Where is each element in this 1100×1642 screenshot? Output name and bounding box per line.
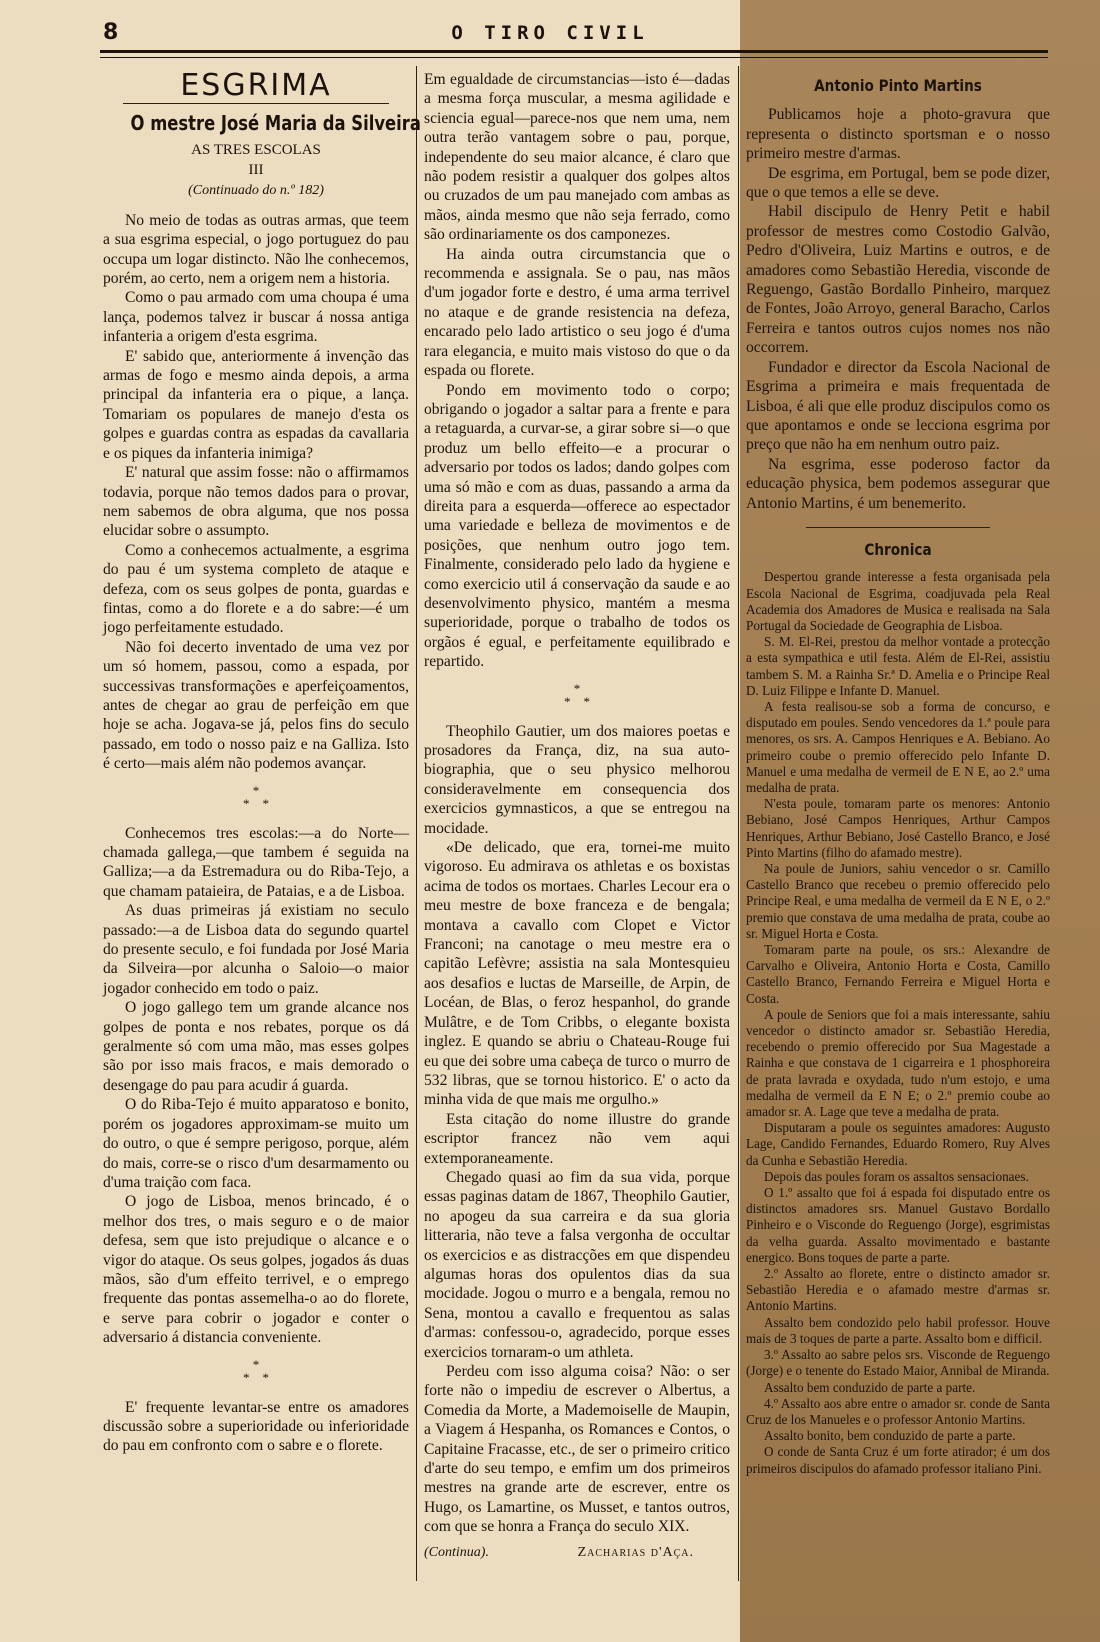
paragraph: Fundador e director da Escola Nacional de Esgrima a primeira e mais frequentada de Lisboa, é ali que elle produz discipulos como os que apontamos e onde se lecciona esgrima por preço que não ha em nenhum outro paiz.: [746, 358, 1050, 454]
column-3: [746, 70, 1050, 1477]
page-number: 8: [103, 20, 120, 45]
paragraph: Assalto bonito, bem conduzido de parte a parte.: [764, 1428, 1016, 1444]
column-1: [103, 68, 421, 1456]
paragraph: Theophilo Gautier, um dos maiores poetas e prosadores da França, diz, na sua auto-biographia, que o seu physico melhorou consideravelmente em consequencia dos exercicios gymnasticos, a que se entregou na mocidade.: [424, 722, 730, 837]
paragraph: Ha ainda outra circumstancia que o recommenda e assignala. Se o pau, nas mãos d'um jogador forte e destro, é uma arma terrivel no ataque e de grande resistencia na defeza, encarado pelo lado artistico o seu jogo é d'uma rara elegancia, e muito mais vistoso do que o da espada ou florete.: [424, 245, 730, 380]
article-subtitle: AS TRES ESCOLAS: [191, 141, 321, 158]
column-2: [424, 70, 730, 1562]
article-title: O mestre José Maria da Silveira: [130, 111, 421, 136]
paragraph: Habil discipulo de Henry Petit e habil professor de mestres como Costodio Galvão, Pedro d'Oliveira, Luiz Martins e outros, e de amadores como Sebastião Heredia, visconde de Reguengo, Gastão Bordallo Pinheiro, marquez de Fontes, João Arroyo, general Baracho, Carlos Ferreira e tantos outros cujos nomes nos não occorrem.: [746, 203, 1050, 357]
paragraph: S. M. El-Rei, prestou da melhor vontade a protecção a esta sympathica e util festa. Além de El-Rei, assistiu tambem S. M. a Rainha Sr.ª D. Amelia e o Principe Real D. Luiz Filippe e Infante D. Manuel.: [746, 634, 1050, 698]
section-rule: [123, 103, 389, 104]
asterism: * * *: [243, 1356, 269, 1385]
masthead-title: O TIRO CIVIL: [451, 22, 649, 44]
paragraph: Como o pau armado com uma choupa é uma lança, podemos talvez ir buscar á nossa antiga infanteria a origem d'esta esgrima.: [103, 289, 409, 346]
paragraph: E' sabido que, anteriormente á invenção das armas de fogo e mesmo ainda depois, a arma principal da infanteria era o pique, a lança. Tomariam os populares de manejo d'esta os golpes e guardas contra as espadas da cavallaria e os piques da infanteria inimiga?: [103, 347, 409, 462]
profile-body: [746, 105, 1050, 513]
paragraph: Despertou grande interesse a festa organisada pela Escola Nacional de Esgrima, coadjuvada pela Real Academia dos Amadores de Musica e realisada na Sala Portugal da Sociedade de Geographia de Lisboa.: [746, 569, 1050, 633]
paragraph: No meio de todas as outras armas, que teem a sua esgrima especial, o jogo portuguez do pau occupa um logar distincto. Não lhe conhecemos, porém, ao certo, nem a origem nem a historia.: [103, 211, 409, 288]
continued-note: (Continuado do n.º 182): [188, 182, 324, 198]
paragraph: Disputaram a poule os seguintes amadores: Augusto Lage, Candido Fernandes, Eduardo Romero, Ruy Alves da Cunha e Sebastião Heredia.: [746, 1120, 1050, 1168]
article-body-a: [103, 211, 409, 774]
paragraph: Como a conhecemos actualmente, a esgrima do pau é um systema completo de ataque e defeza, com os seus golpes de ponta, guardas e fintas, como a do florete e a do sabre:—é um jogo perfeitamente estudado.: [103, 541, 409, 637]
asterism: * * *: [243, 782, 269, 811]
column-divider-2: [738, 66, 739, 1581]
paragraph: O jogo de Lisboa, menos brincado, é o melhor dos tres, o mais seguro e o de maior defesa, sem que isto prejudique o alcance e o vigor do ataque. Os seus golpes, jogados ás duas mãos, são d'um effeito terrivel, e o emprego frequente das pontas assemelha-o ao do florete, e serve para cobrir o jogador e conter o adversario á distancia conveniente.: [103, 1193, 409, 1347]
paragraph: De esgrima, em Portugal, bem se pode dizer, que o que temos a elle se deve.: [746, 164, 1050, 202]
paragraph: 2.º Assalto ao florete, entre o distincto amador sr. Sebastião Heredia e o afamado mestre d'armas sr. Antonio Martins.: [746, 1266, 1050, 1314]
paragraph: A poule de Seniors que foi a mais interessante, sahiu vencedor o distincto amador sr. Sebastião Heredia, recebendo o premio offerecido por Sua Magestade a Rainha e que constava de 1 cigarreira e 1 phosphoreira de prata lavrada e oxydada, tudo n'um estojo, e uma medalha de vermeil da E N E; o 2.º premio coube ao amador sr. A. Lage que teve a medalha de prata.: [746, 1006, 1050, 1120]
article-part: III: [248, 161, 264, 178]
paragraph: Depois das poules foram os assaltos sensacionaes.: [764, 1168, 1029, 1184]
author-name: Zacharias d'Aça.: [577, 1544, 694, 1560]
paragraph: «De delicado, que era, tornei-me muito vigoroso. Eu admirava os athletas e os boxistas acima de todos os mortaes. Charles Lecour era o meu mestre de boxe franceza e de bengala; montava a cavallo com Clopet e Victor Franconi; na canotage o meu mestre era o capitão Lefèvre; assistia na sala Montesquieu aos desafios e luctas de Marseille, de Arpin, de Locéan, de Blas, o feroz hespanhol, do grande Mulâtre, e de Tom Cribbs, o elegante boxista inglez. E quando se abriu o Chateau-Rouge fui eu que dei sobre uma cabeça de turco o murro de 532 libras, que se tornou historico. E' o acto da minha vida de que mais me orgulho.»: [424, 839, 730, 1109]
header-rule-thin: [100, 57, 1048, 58]
paragraph: Chegado quasi ao fim da sua vida, porque essas paginas datam de 1867, Theophilo Gautier, no apogeu da sua carreira e da sua gloria litteraria, não teve a falsa vergonha de occultar os exercicios e as distracções em que dispendeu algumas horas dos opulentos dias da sua mocidade. Jogou o murro e a bengala, remou no Sena, montou a cavallo e frequentou as salas d'armas: confessou-o, agradecido, porque esses exercicios tornaram-o um athleta.: [424, 1168, 730, 1361]
article-body-d: [424, 70, 730, 672]
paragraph: O 1.º assalto que foi á espada foi disputado entre os distinctos amadores srs. Manuel Gustavo Bordallo Pinheiro e o Visconde do Reguengo (Jorge), esgrimistas da velha guarda. Assalto movimentado e bastante energico. Bons toques de parte a parte.: [746, 1185, 1050, 1265]
paragraph: N'esta poule, tomaram parte os menores: Antonio Bebiano, José Campos Henriques, Arthur Campos Henriques, Arthur Bebiano, José Castello Branco, e José Pinto Martins (filho do afamado mestre).: [746, 796, 1050, 860]
article-body-e: [424, 722, 730, 1537]
paragraph: Conhecemos tres escolas:—a do Norte—chamada gallega,—que tambem é seguida na Galliza;—a da Estremadura ou do Riba-Tejo, a que chamam pataieira, de Pataias, e a de Lisboa.: [103, 824, 409, 900]
chronica-title: Chronica: [864, 539, 932, 559]
paragraph: Em egualdade de circumstancias—isto é—dadas a mesma força muscular, a mesma agilidade e sciencia egual—parece-nos que nem uma, nem outra terão vantagem sobre o pau, porque, independente do seu maior alcance, é claro que não podem resistir a qualquer dos golpes altos ou cruzados de um pau manejado com ambas as mãos, ainda mesmo que não seja ferrado, como são ordinariamente os dos camponezes.: [424, 71, 730, 244]
paragraph: 4.º Assalto aos abre entre o amador sr. conde de Santa Cruz de los Manueles e o professor Antonio Martins.: [746, 1395, 1050, 1427]
article-body-c: [103, 1398, 409, 1456]
paragraph: O conde de Santa Cruz é um forte atirador; é um dos primeiros discipulos do afamado professor italiano Pini.: [746, 1444, 1050, 1476]
column-divider-1: [416, 66, 417, 1581]
paragraph: Pondo em movimento todo o corpo; obrigando o jogador a saltar para a frente e para a retaguarda, a curvar-se, a girar sobre si—o que produz um bello effeito—e a procurar o adversario por todos os lados; dando golpes com uma só mão e com as duas, passando a arma da direita para a esquerda—offerece ao espectador uma variedade e belleza de movimentos e de posições, que nenhum outro jogo tem. Finalmente, considerado pelo lado da hygiene e como exercicio util á conservação da saude e ao desenvolvimento physico, mantém a mesma superioridade, porque o trabalho de todos os orgãos é egual, e perfeitamente equilibrado e repartido.: [424, 381, 730, 671]
section-rule: [806, 527, 990, 528]
asterism: * * *: [564, 680, 590, 709]
continua-note: (Continua).: [424, 1544, 489, 1560]
paragraph: Assalto bem conduzido de parte a parte.: [764, 1379, 976, 1395]
article-body-b: [103, 824, 409, 1348]
paragraph: Assalto bem condozido pelo habil professor. Houve mais de 3 toques de parte a parte. Assalto bom e difficil.: [746, 1314, 1050, 1346]
paragraph: Não foi decerto inventado de uma vez por um só homem, passou, como a espada, por successivas transformações e aperfeiçoamentos, antes de chegar ao grau de perfeição em que hoje se acha. Jogava-se já, pelos fins do seculo passado, em todo o nosso paiz e na Galliza. Isto é certo—mais além não podemos avançar.: [103, 638, 409, 773]
paragraph: O jogo gallego tem um grande alcance nos golpes de ponta e nos rebates, porque os dá geralmente só com uma mão, mas esses golpes são por isso mais fracos, e mais demorado o desengage do pau para acudir á guarda.: [103, 999, 409, 1094]
paragraph: E' frequente levantar-se entre os amadores discussão sobre a superioridade ou inferioridade do pau em confronto com o sabre e o florete.: [103, 1398, 409, 1455]
paragraph: Na esgrima, esse poderoso factor da educação physica, bem podemos assegurar que Antonio Martins, é um benemerito.: [746, 455, 1050, 512]
paragraph: Perdeu com isso alguma coisa? Não: o ser forte não o impediu de escrever o Albertus, a Comedia da Morte, a Mademoiselle de Maupin, a Viagem á Hespanha, os Romances e Contos, o Capitaine Fracasse, etc., de ser o primeiro critico d'arte do seu tempo, e emfim um dos primeiros mestres na grande arte de escrever, entre os Hugo, os Lamartine, os Musset, e tantos outros, com que se honra a França do seculo XIX.: [424, 1363, 730, 1536]
paragraph: Tomaram parte na poule, os srs.: Alexandre de Carvalho e Oliveira, Antonio Horta e Costa, Camillo Castello Branco, Fernando Ferreira e Miguel Horta e Costa.: [746, 942, 1050, 1006]
paragraph: As duas primeiras já existiam no seculo passado:—a de Lisboa data do segundo quartel do presente seculo, e foi fundada por José Maria da Silveira—por alcunha o Saloio—o maior jogador conhecido em todo o paiz.: [103, 902, 409, 997]
paragraph: Esta citação do nome illustre do grande escriptor francez não vem aqui extemporaneamente.: [424, 1110, 730, 1167]
paragraph: 3.º Assalto ao sabre pelos srs. Visconde de Reguengo (Jorge) e o tenente do Estado Maior, Annibal de Miranda.: [746, 1347, 1050, 1379]
paragraph: Na poule de Juniors, sahiu vencedor o sr. Camillo Castello Branco que recebeu o premio offerecido pelo Principe Real, e uma medalha de vermeil da E N E, o 2.º premio que constava de uma medalha de prata, coube ao sr. Miguel Horta e Costa.: [746, 861, 1050, 941]
section-title: ESGRIMA: [180, 68, 332, 103]
article-signature: [424, 1543, 730, 1562]
paragraph: Publicamos hoje a photo-gravura que representa o distincto sportsman e o nosso primeiro mestre d'armas.: [746, 106, 1050, 163]
chronica-body: [746, 569, 1050, 1476]
header-rule-thick: [100, 50, 1048, 53]
paragraph: E' natural que assim fosse: não o affirmamos todavia, porque não temos dados para o provar, nem sabemos de obra alguma, que nos possa elucidar sobre o assumpto.: [103, 464, 409, 540]
paragraph: O do Riba-Tejo é muito apparatoso e bonito, porém os jogadores approximam-se muito um do outro, o que é sempre perigoso, porque, além do mais, corre-se o risco d'um desarmamento ou d'uma traição com faca.: [103, 1096, 409, 1191]
paragraph: A festa realisou-se sob a forma de concurso, e disputado em poules. Sendo vencedores da 1.ª poule para menores, os srs. A. Campos Henriques e A. Bebiano. Ao primeiro coube o premio offerecido pelo Infante D. Manuel e uma medalha de vermeil de E N E, ao 2.º uma medalha de prata.: [746, 698, 1050, 795]
profile-title: Antonio Pinto Martins: [814, 76, 982, 95]
